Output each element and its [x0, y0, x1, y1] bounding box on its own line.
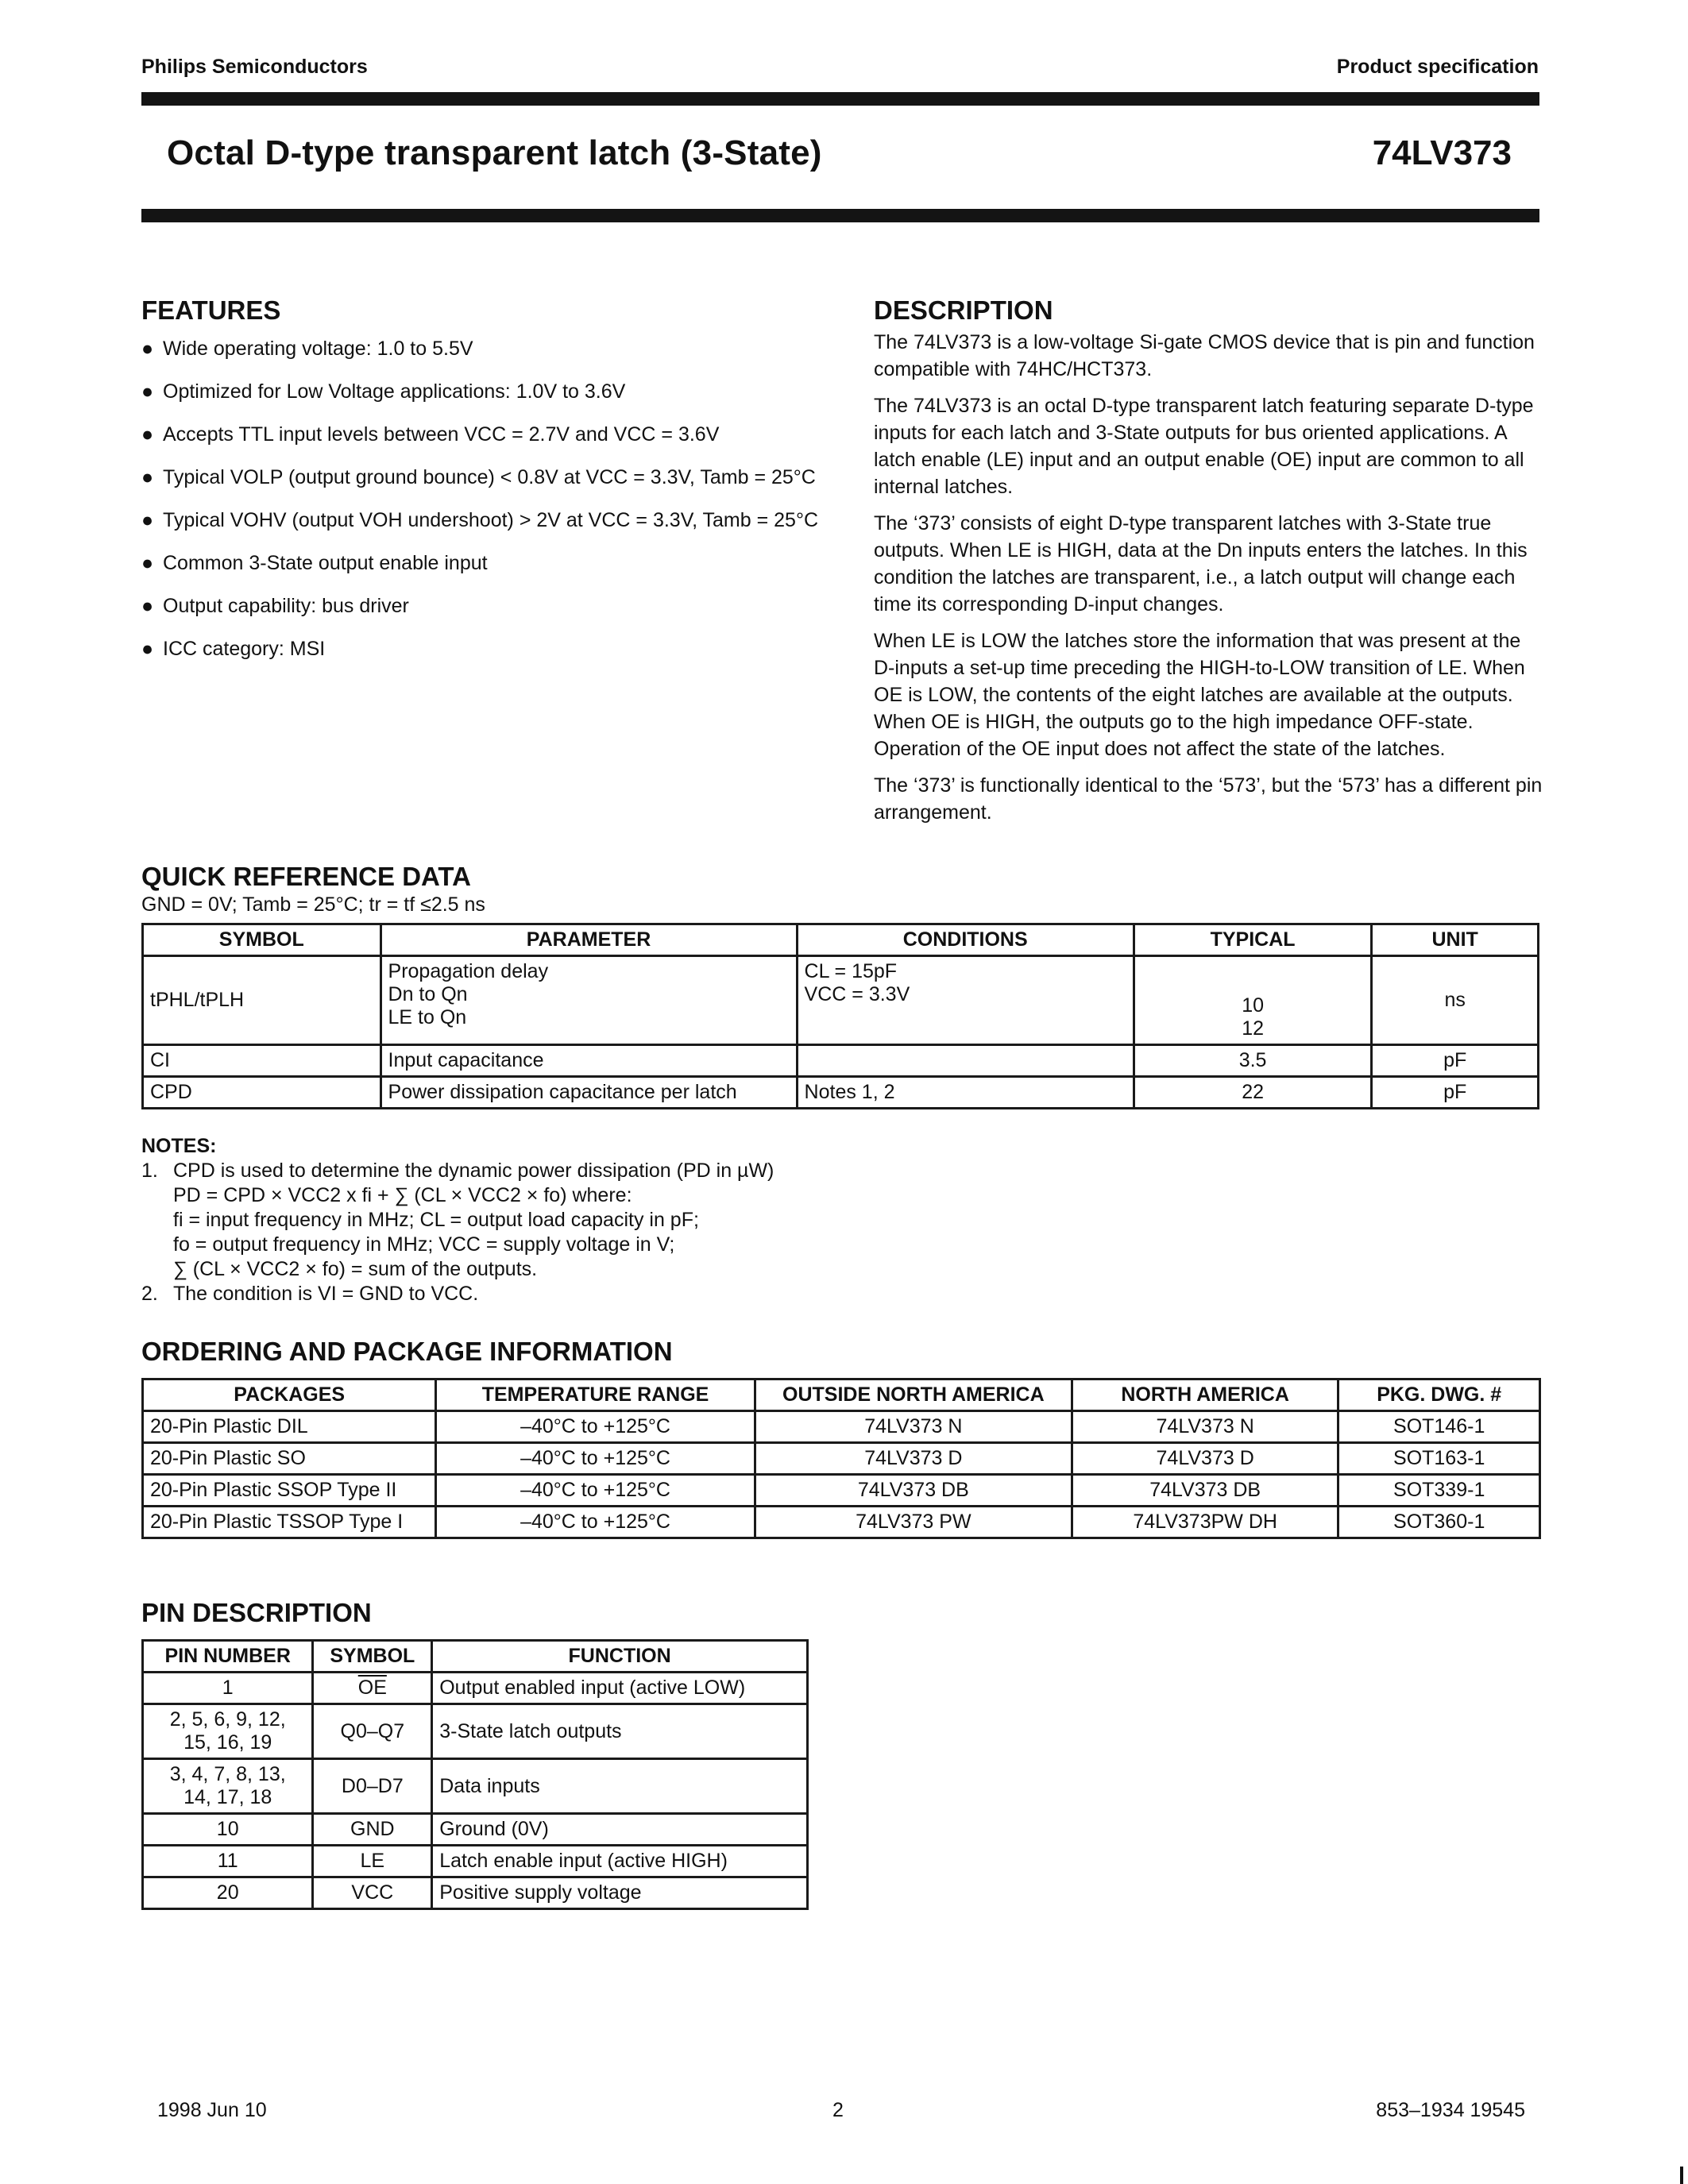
table-row [143, 1045, 1539, 1077]
column-header: UNIT [1372, 924, 1539, 956]
table-cell: Input capacitance [380, 1045, 797, 1077]
table-row [143, 1846, 808, 1877]
quick-reference-section [141, 862, 1539, 1109]
table-cell: 74LV373 N [755, 1411, 1072, 1443]
column-header: TEMPERATURE RANGE [436, 1379, 755, 1411]
column-header: OUTSIDE NORTH AMERICA [755, 1379, 1072, 1411]
table-cell: 3.5 [1134, 1045, 1372, 1077]
quick-reference-title: QUICK REFERENCE DATA [141, 862, 471, 891]
bullet-icon: ● [141, 380, 154, 403]
table-cell: –40°C to +125°C [436, 1475, 755, 1507]
table-row [143, 1475, 1540, 1507]
description-paragraph: The ‘373’ is functionally identical to the ‘573’, but the ‘573’ has a different pin arrangement. [874, 774, 1543, 824]
crop-mark [1680, 2167, 1683, 2184]
table-cell: 10 [143, 1814, 313, 1846]
description-paragraph: The 74LV373 is an octal D-type transparent latch featuring separate D-type inputs for each latch and 3-State outputs for bus oriented applications. A latch enable (LE) input and an output enable (OE) input are common to all internal latches. [874, 395, 1534, 498]
note-item [141, 1159, 1015, 1183]
table-cell: SOT146-1 [1338, 1411, 1540, 1443]
note-number: 1. [141, 1160, 158, 1182]
table-cell: pF [1372, 1045, 1539, 1077]
table-cell: 20-Pin Plastic DIL [143, 1411, 436, 1443]
pin-description-title: PIN DESCRIPTION [141, 1598, 372, 1627]
description-paragraph: The 74LV373 is a low-voltage Si-gate CMOS device that is pin and function compatible with 74HC/HCT373. [874, 331, 1535, 380]
column-header: SYMBOL [313, 1641, 432, 1673]
table-cell: 74LV373 D [755, 1443, 1072, 1475]
note-line: fi = input frequency in MHz; CL = output load capacity in pF; [173, 1209, 699, 1231]
list-item: ● Typical VOLP (output ground bounce) < 0.8V at VCC = 3.3V, Tamb = 25°C [141, 464, 856, 491]
table-cell: 74LV373 DB [1072, 1475, 1338, 1507]
table-row [143, 1759, 808, 1814]
table-cell: 20-Pin Plastic SSOP Type II [143, 1475, 436, 1507]
table-cell: 20-Pin Plastic TSSOP Type I [143, 1507, 436, 1538]
bullet-icon: ● [141, 595, 154, 617]
description-paragraph: The ‘373’ consists of eight D-type transparent latches with 3-State true outputs. When LE is HIGH, data at the Dn inputs enters the latches. In this condition the latches are transparent, i.e., a latch output will change each time its corresponding D-input changes. [874, 512, 1528, 615]
notes-section [141, 1134, 1015, 1306]
table-cell: 10 12 [1134, 956, 1372, 1045]
table-cell: CL = 15pF VCC = 3.3V [797, 956, 1134, 1045]
table-cell: SOT339-1 [1338, 1475, 1540, 1507]
description-title: DESCRIPTION [874, 295, 1053, 325]
column-header: CONDITIONS [797, 924, 1134, 956]
pin-description-section [141, 1598, 809, 1910]
pin-description-table [141, 1639, 809, 1910]
footer-date: 1998 Jun 10 [157, 2099, 267, 2121]
table-cell: 74LV373 N [1072, 1411, 1338, 1443]
table-cell: VCC [313, 1877, 432, 1909]
table-cell: 1 [143, 1673, 313, 1704]
list-item: ● Common 3-State output enable input [141, 550, 856, 577]
quick-reference-table [141, 923, 1539, 1109]
table-cell: pF [1372, 1077, 1539, 1109]
company-name: Philips Semiconductors [141, 56, 368, 78]
list-item: ● Typical VOHV (output VOH undershoot) > 2V at VCC = 3.3V, Tamb = 25°C [141, 507, 856, 534]
quick-reference-conditions: GND = 0V; Tamb = 25°C; tr = tf ≤2.5 ns [141, 893, 485, 916]
table-cell: 3, 4, 7, 8, 13, 14, 17, 18 [143, 1759, 313, 1814]
column-header: FUNCTION [432, 1641, 808, 1673]
table-cell: $\overline{OE}$ [313, 1673, 432, 1704]
column-header: NORTH AMERICA [1072, 1379, 1338, 1411]
list-item: ● ICC category: MSI [141, 635, 856, 662]
ordering-section [141, 1337, 1541, 1539]
table-row [143, 1443, 1540, 1475]
column-header: TYPICAL [1134, 924, 1372, 956]
table-row [143, 1877, 808, 1909]
bullet-icon: ● [141, 423, 154, 446]
table-cell: 3-State latch outputs [432, 1704, 808, 1759]
table-cell: 74LV373 DB [755, 1475, 1072, 1507]
list-item: ● Optimized for Low Voltage applications: 1.0V to 3.6V [141, 378, 856, 405]
ordering-table [141, 1378, 1541, 1539]
table-cell: SOT360-1 [1338, 1507, 1540, 1538]
ordering-title: ORDERING AND PACKAGE INFORMATION [141, 1337, 673, 1366]
table-cell: 11 [143, 1846, 313, 1877]
note-text: The condition is VI = GND to VCC. [173, 1283, 479, 1305]
table-row [143, 1673, 808, 1704]
list-item: ● Wide operating voltage: 1.0 to 5.5V [141, 335, 856, 362]
table-cell: Data inputs [432, 1759, 808, 1814]
description-paragraph: When LE is LOW the latches store the information that was present at the D-inputs a set-up time preceding the HIGH-to-LOW transition of LE. When OE is LOW, the contents of the eight latches are available at the outputs. When OE is HIGH, the outputs go to the high impedance OFF-state. Operation of the OE input does not affect the state of the latches. [874, 630, 1525, 760]
bullet-icon: ● [141, 466, 154, 488]
table-cell: –40°C to +125°C [436, 1411, 755, 1443]
table-cell: Power dissipation capacitance per latch [380, 1077, 797, 1109]
note-line: fo = output frequency in MHz; VCC = supply voltage in V; [173, 1233, 675, 1256]
column-header: PACKAGES [143, 1379, 436, 1411]
list-item: ● Accepts TTL input levels between VCC = 2.7V and VCC = 3.6V [141, 421, 856, 448]
bullet-icon: ● [141, 638, 154, 660]
note-text: CPD is used to determine the dynamic power dissipation (PD in µW) [173, 1160, 774, 1182]
footer-document-number: 853–1934 19545 [1376, 2099, 1525, 2121]
part-number: 74LV373 [1372, 133, 1512, 172]
document-type: Product specification [1336, 56, 1539, 78]
table-row [143, 1077, 1539, 1109]
table-cell: 74LV373 PW [755, 1507, 1072, 1538]
table-row [143, 956, 1539, 1045]
table-cell [797, 1045, 1134, 1077]
title-rule [141, 209, 1539, 222]
table-row [143, 1704, 808, 1759]
table-cell: ns [1372, 956, 1539, 1045]
table-cell: GND [313, 1814, 432, 1846]
table-header-row [143, 1379, 1540, 1411]
header-rule [141, 92, 1539, 106]
table-cell: 20 [143, 1877, 313, 1909]
bullet-icon: ● [141, 509, 154, 531]
table-cell: 22 [1134, 1077, 1372, 1109]
table-cell: LE [313, 1846, 432, 1877]
page-title: Octal D-type transparent latch (3-State) [167, 133, 822, 172]
table-row [143, 1411, 1540, 1443]
features-section [141, 295, 856, 678]
features-list [141, 335, 856, 662]
column-header: PIN NUMBER [143, 1641, 313, 1673]
table-cell: Propagation delay Dn to Qn LE to Qn [380, 956, 797, 1045]
column-header: PKG. DWG. # [1338, 1379, 1540, 1411]
list-item: ● Output capability: bus driver [141, 592, 856, 619]
table-cell: 2, 5, 6, 9, 12, 15, 16, 19 [143, 1704, 313, 1759]
table-cell: 74LV373PW DH [1072, 1507, 1338, 1538]
table-cell: –40°C to +125°C [436, 1443, 755, 1475]
table-cell: Q0–Q7 [313, 1704, 432, 1759]
notes-title: NOTES: [141, 1135, 217, 1157]
bullet-icon: ● [141, 338, 154, 360]
column-header: PARAMETER [380, 924, 797, 956]
table-cell: CPD [143, 1077, 381, 1109]
table-cell: Positive supply voltage [432, 1877, 808, 1909]
description-section [874, 295, 1545, 835]
table-cell: 74LV373 D [1072, 1443, 1338, 1475]
note-line: ∑ (CL × VCC2 × fo) = sum of the outputs. [173, 1258, 538, 1280]
table-row [143, 1814, 808, 1846]
table-cell: tPHL/tPLH [143, 956, 381, 1045]
note-number: 2. [141, 1283, 158, 1305]
table-cell: Latch enable input (active HIGH) [432, 1846, 808, 1877]
table-row [143, 1507, 1540, 1538]
table-cell: Notes 1, 2 [797, 1077, 1134, 1109]
table-cell: Ground (0V) [432, 1814, 808, 1846]
table-cell: SOT163-1 [1338, 1443, 1540, 1475]
table-header-row [143, 924, 1539, 956]
note-line: PD = CPD × VCC2 x fi + ∑ (CL × VCC2 × fo) where: [173, 1184, 632, 1206]
table-cell: CI [143, 1045, 381, 1077]
footer-page-number: 2 [832, 2099, 844, 2121]
column-header: SYMBOL [143, 924, 381, 956]
note-item [141, 1282, 1015, 1306]
table-cell: D0–D7 [313, 1759, 432, 1814]
table-cell: Output enabled input (active LOW) [432, 1673, 808, 1704]
table-cell: –40°C to +125°C [436, 1507, 755, 1538]
bullet-icon: ● [141, 552, 154, 574]
table-cell: 20-Pin Plastic SO [143, 1443, 436, 1475]
features-title: FEATURES [141, 295, 281, 325]
table-header-row [143, 1641, 808, 1673]
